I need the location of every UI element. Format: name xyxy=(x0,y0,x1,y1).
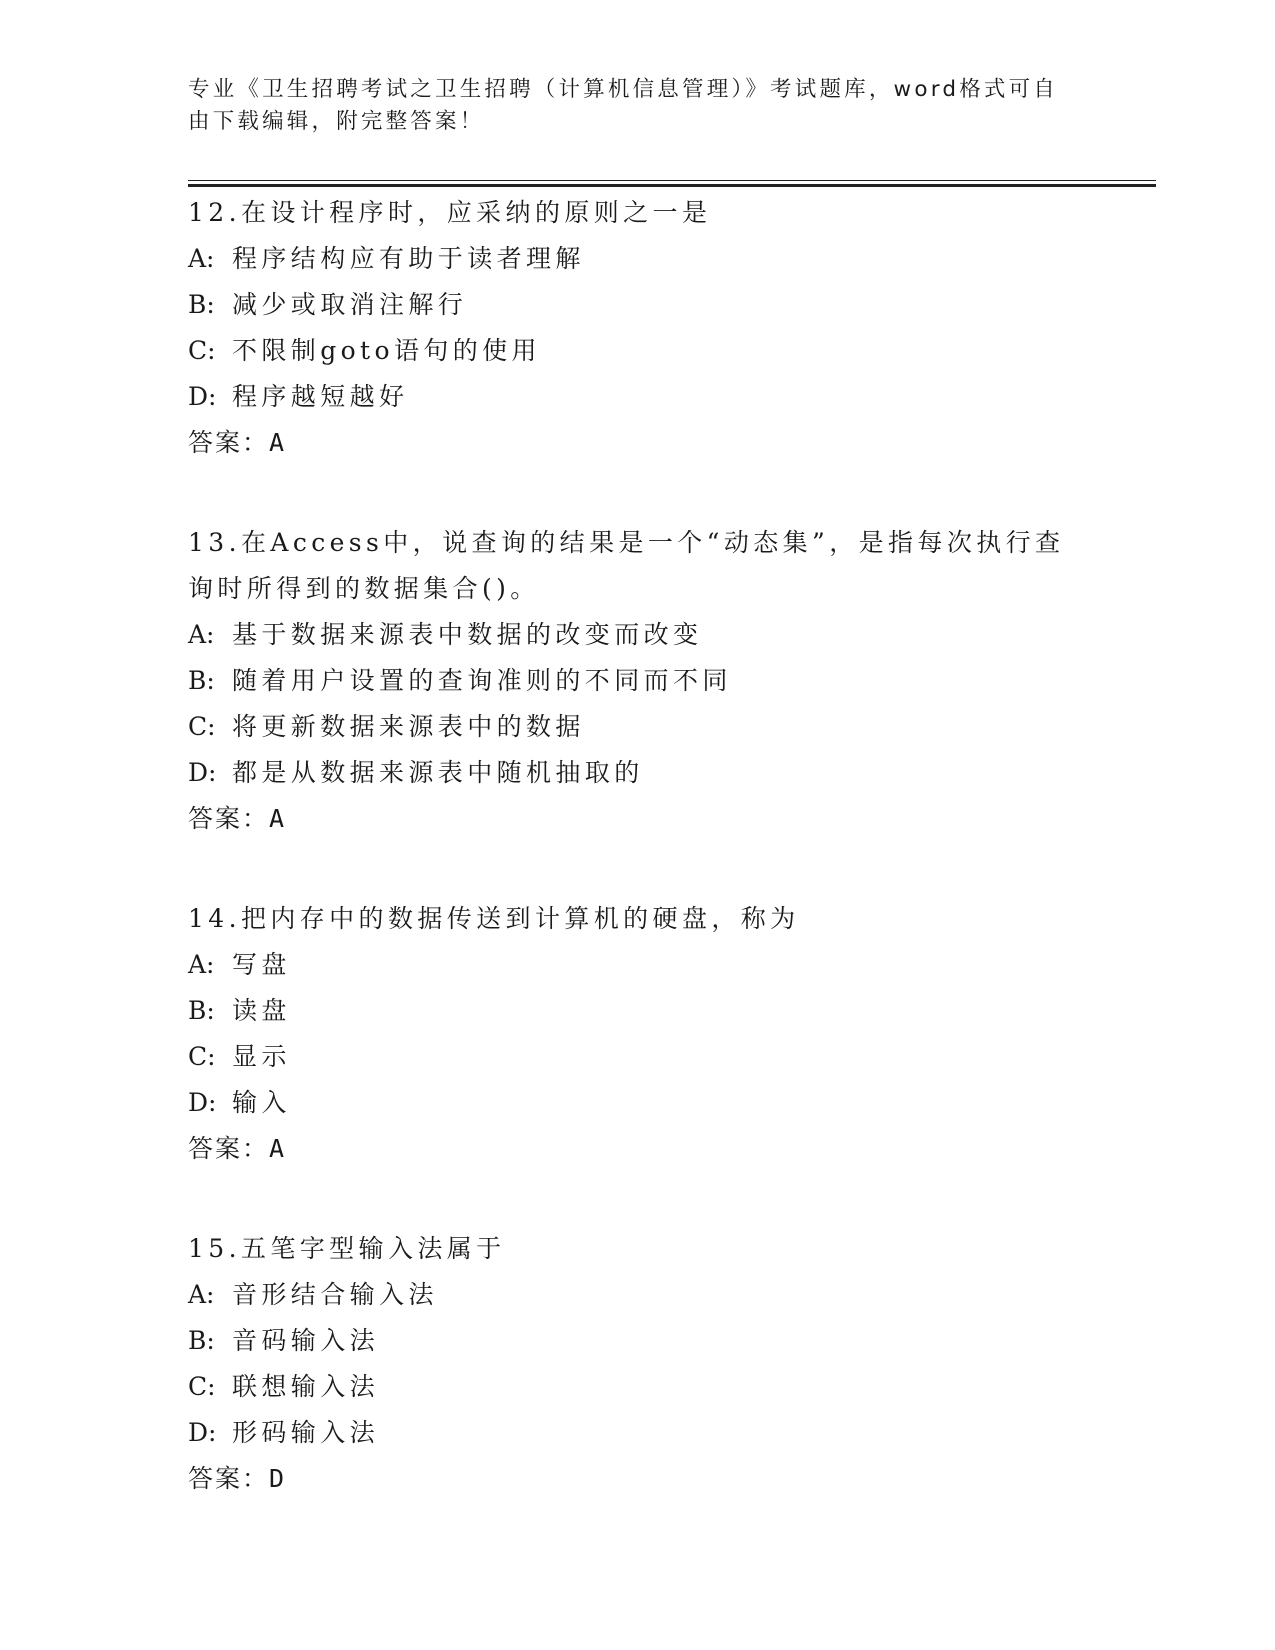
answer-label: 答案： xyxy=(188,1134,270,1163)
option-a xyxy=(188,942,1088,988)
option-text: 写盘 xyxy=(232,950,291,979)
option-letter: D: xyxy=(188,1088,217,1117)
option-text: 基于数据来源表中数据的改变而改变 xyxy=(232,620,703,649)
option-letter: D: xyxy=(188,382,217,411)
option-letter: A: xyxy=(188,620,215,649)
question-item xyxy=(188,1226,1088,1502)
option-letter: D: xyxy=(188,758,217,787)
question-stem: 12.在设计程序时，应采纳的原则之一是 xyxy=(188,198,712,227)
option-text: 音形结合输入法 xyxy=(232,1280,438,1309)
option-d xyxy=(188,1410,1088,1456)
option-letter: C: xyxy=(188,712,216,741)
header-divider-thin xyxy=(188,180,1156,181)
option-letter: B: xyxy=(188,1326,215,1355)
option-c xyxy=(188,704,1088,750)
answer-value: A xyxy=(269,1134,287,1163)
answer-label: 答案： xyxy=(188,804,270,833)
option-letter: D: xyxy=(188,1418,217,1447)
option-letter: A: xyxy=(188,244,215,273)
answer-line xyxy=(188,1126,1088,1172)
option-letter: B: xyxy=(188,996,215,1025)
option-letter: A: xyxy=(188,950,215,979)
option-b xyxy=(188,658,1088,704)
question-item xyxy=(188,520,1088,842)
question-stem: 13.在Access中，说查询的结果是一个“动态集”，是指每次执行查 xyxy=(188,528,1065,557)
question-item xyxy=(188,190,1088,466)
option-text: 联想输入法 xyxy=(232,1372,380,1401)
question-item xyxy=(188,896,1088,1172)
option-a xyxy=(188,1272,1088,1318)
answer-value: A xyxy=(269,804,287,833)
question-stem: 15.五笔字型输入法属于 xyxy=(188,1234,506,1263)
option-letter: B: xyxy=(188,666,215,695)
option-letter: A: xyxy=(188,1280,215,1309)
option-text: 程序越短越好 xyxy=(232,382,409,411)
option-text: 形码输入法 xyxy=(232,1418,380,1447)
question-list xyxy=(188,190,1088,1556)
option-d xyxy=(188,750,1088,796)
option-text: 读盘 xyxy=(232,996,291,1025)
option-text: 随着用户设置的查询准则的不同而不同 xyxy=(232,666,732,695)
header-divider-thick xyxy=(188,184,1156,187)
question-stem: 14.把内存中的数据传送到计算机的硬盘，称为 xyxy=(188,904,800,933)
option-c xyxy=(188,328,1088,374)
option-text: 都是从数据来源表中随机抽取的 xyxy=(232,758,644,787)
option-d xyxy=(188,1080,1088,1126)
answer-value: D xyxy=(269,1464,287,1493)
option-b xyxy=(188,1318,1088,1364)
option-b xyxy=(188,988,1088,1034)
option-letter: C: xyxy=(188,1042,216,1071)
option-a xyxy=(188,612,1088,658)
option-text: 输入 xyxy=(232,1088,291,1117)
answer-line xyxy=(188,796,1088,842)
option-text: 减少或取消注解行 xyxy=(232,290,468,319)
option-text: 将更新数据来源表中的数据 xyxy=(232,712,585,741)
answer-label: 答案： xyxy=(188,428,270,457)
option-letter: C: xyxy=(188,336,216,365)
answer-label: 答案： xyxy=(188,1464,270,1493)
option-text: 不限制goto语句的使用 xyxy=(232,336,541,365)
option-letter: C: xyxy=(188,1372,216,1401)
option-text: 显示 xyxy=(232,1042,291,1071)
document-intro: 专业《卫生招聘考试之卫生招聘（计算机信息管理）》考试题库，word格式可自由下载编辑，附完整答案！ xyxy=(188,77,1059,134)
option-b xyxy=(188,282,1088,328)
option-c xyxy=(188,1364,1088,1410)
option-a xyxy=(188,236,1088,282)
answer-value: A xyxy=(269,428,287,457)
option-text: 程序结构应有助于读者理解 xyxy=(232,244,585,273)
answer-line xyxy=(188,420,1088,466)
answer-line xyxy=(188,1456,1088,1502)
option-text: 音码输入法 xyxy=(232,1326,380,1355)
option-letter: B: xyxy=(188,290,215,319)
question-stem-continued: 询时所得到的数据集合()。 xyxy=(188,574,540,603)
option-c xyxy=(188,1034,1088,1080)
option-d xyxy=(188,374,1088,420)
